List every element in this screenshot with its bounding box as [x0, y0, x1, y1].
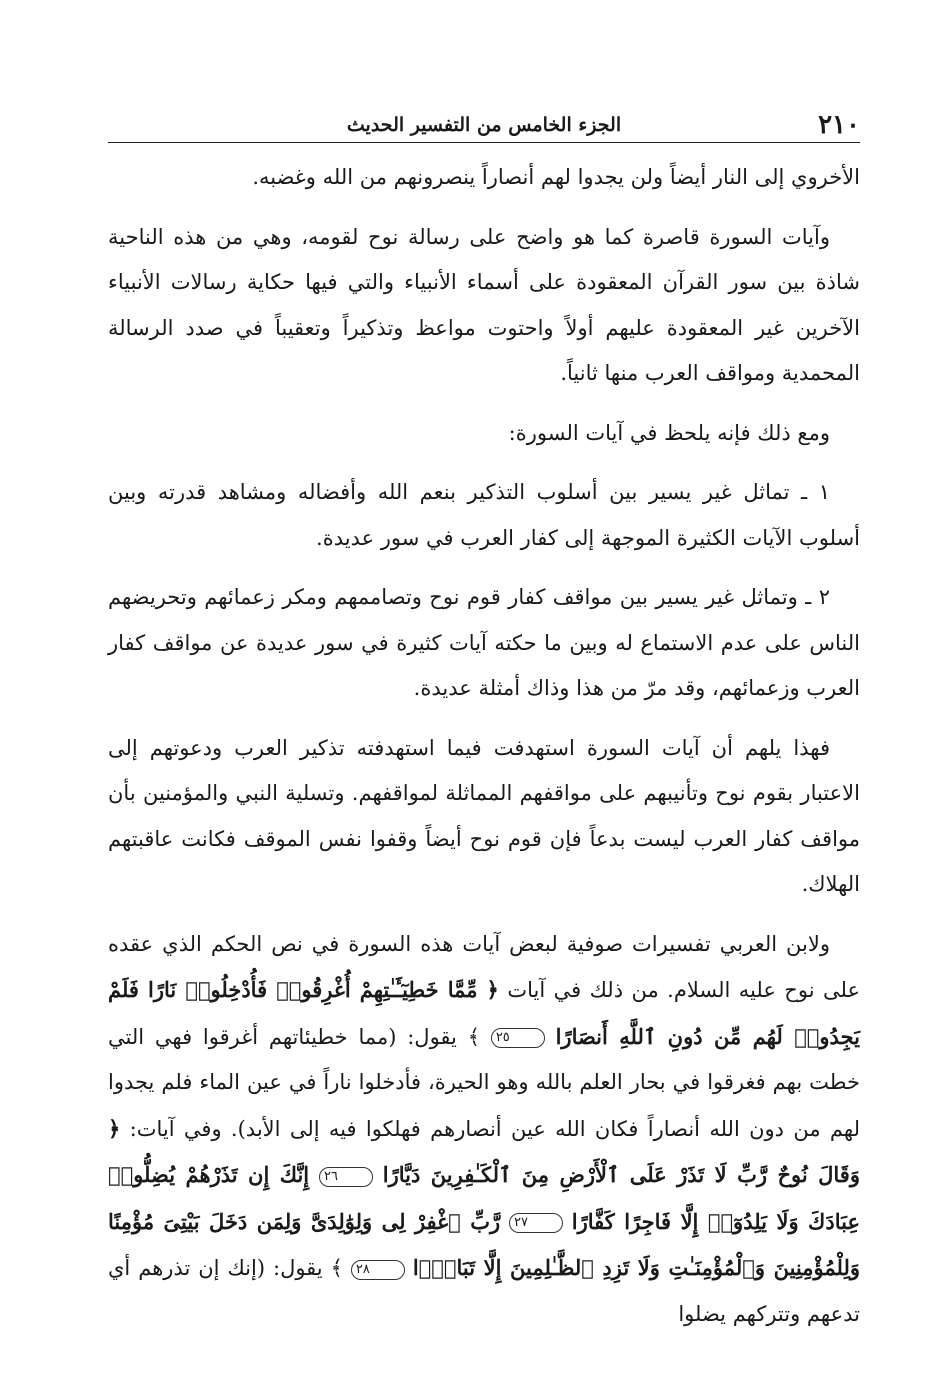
- paragraph-point-2: ٢ ـ وتماثل غير يسير بين مواقف كفار قوم نوح وتصاممهم ومكر زعمائهم وتحريضهم الناس على عدم الاستماع له وبين ما حكته آيات كثيرة في سور عديدة عن مواقف كفار العرب وزعمائهم، وقد مرّ من هذا وذاك أمثلة عديدة.: [108, 585, 860, 700]
- ayah-number-marker: ٢٨: [351, 1260, 405, 1280]
- paragraph-surah-scope: وآيات السورة قاصرة كما هو واضح على رسالة نوح لقومه، وهي من هذه الناحية شاذة بين سور القرآن المعقودة على أسماء الأنبياء والتي فيها حكاية رسالات الأنبياء الآخرين غير المعقودة عليهم أولاً واحتوت مواعظ وتذكيراً وتعقيباً في صدد الرسالة المحمدية ومواقف العرب منها ثانياً.: [108, 224, 860, 385]
- ayah-number-marker: ٢٦: [319, 1167, 373, 1187]
- paragraph-point-1: ١ ـ تماثل غير يسير بين أسلوب التذكير بنعم الله وأفضاله ومشاهد قدرته وبين أسلوب الآيات الكثيرة الموجهة إلى كفار العرب في سور عديدة.: [108, 480, 860, 550]
- quran-verse: رَّبِّ ٱغْفِرْ لِى وَلِوَٰلِدَىَّ وَلِمَن دَخَلَ بَيْتِىَ مُؤْمِنًا وَلِلْمُؤْمِنِينَ وَٱلْمُؤْمِنَـٰتِ وَلَا تَزِدِ ٱلظَّـٰلِمِينَ إِلَّا تَبَارًۢا: [108, 1208, 860, 1280]
- ayah-number-marker: ٢٧: [509, 1213, 563, 1233]
- ayah-number-marker: ٢٥: [491, 1028, 545, 1048]
- quran-verse: ﴿ مِّمَّا خَطِيٓـَٔـٰتِهِمْ أُغْرِقُوا۟ فَأُدْخِلُوا۟ نَارًا فَلَمْ يَجِدُوا۟ لَهُم مِّن دُونِ ٱللَّهِ أَنصَارًا: [108, 977, 860, 1049]
- running-title: الجزء الخامس من التفسير الحديث: [346, 114, 622, 136]
- quran-verse: إِنَّكَ إِن تَذَرْهُمْ يُضِلُّوا۟ عِبَادَكَ وَلَا يَلِدُوٓا۟ إِلَّا فَاجِرًا كَفَّارًا: [108, 1162, 860, 1234]
- page-body: [108, 155, 860, 1337]
- paragraph-observation-intro: ومع ذلك فإنه يلحظ في آيات السورة:: [508, 420, 830, 445]
- paragraph-ibn-arabi: [108, 922, 860, 1338]
- commentary-text: ولابن العربي تفسيرات صوفية لبعض آيات هذه السورة في نص الحكم الذي عقده على نوح عليه السلام. من ذلك في آيات: [108, 931, 860, 1002]
- quran-verse: ﴿ وَقَالَ نُوحٌ رَّبِّ لَا تَذَرْ عَلَى ٱلْأَرْضِ مِنَ ٱلْكَـٰفِرِينَ دَيَّارًا: [108, 1115, 860, 1187]
- page-header: [108, 100, 860, 143]
- page-number: ٢١٠: [818, 110, 860, 140]
- paragraph-continuation: الأخروي إلى النار أيضاً ولن يجدوا لهم أنصاراً ينصرونهم من الله وغضبه.: [252, 165, 860, 189]
- book-page: [108, 100, 860, 1351]
- paragraph-conclusion: فهذا يلهم أن آيات السورة استهدفت فيما استهدفته تذكير العرب ودعوتهم إلى الاعتبار بقوم نوح وتأنيبهم على مواقفهم المماثلة لمواقفهم. وتسلية النبي والمؤمنين بأن مواقف كفار العرب ليست بدعاً فإن قوم نوح أيضاً وقفوا نفس الموقف فكانت عاقبتهم الهلاك.: [108, 735, 860, 896]
- commentary-text: ﴾ يقول: (إنك إن تذرهم أي تدعهم وتتركهم يضلوا: [108, 1256, 860, 1326]
- commentary-text: ﴾ يقول: (مما خطيئاتهم أغرقوا فهي التي خطت بهم فغرقوا في بحار العلم بالله وهو الحيرة، فأدخلوا ناراً في عين الماء فلم يجدوا لهم من دون الله أنصاراً فكان الله عين أنصارهم فهلكوا فيه إلى الأبد). وفي آيات:: [108, 1024, 860, 1141]
